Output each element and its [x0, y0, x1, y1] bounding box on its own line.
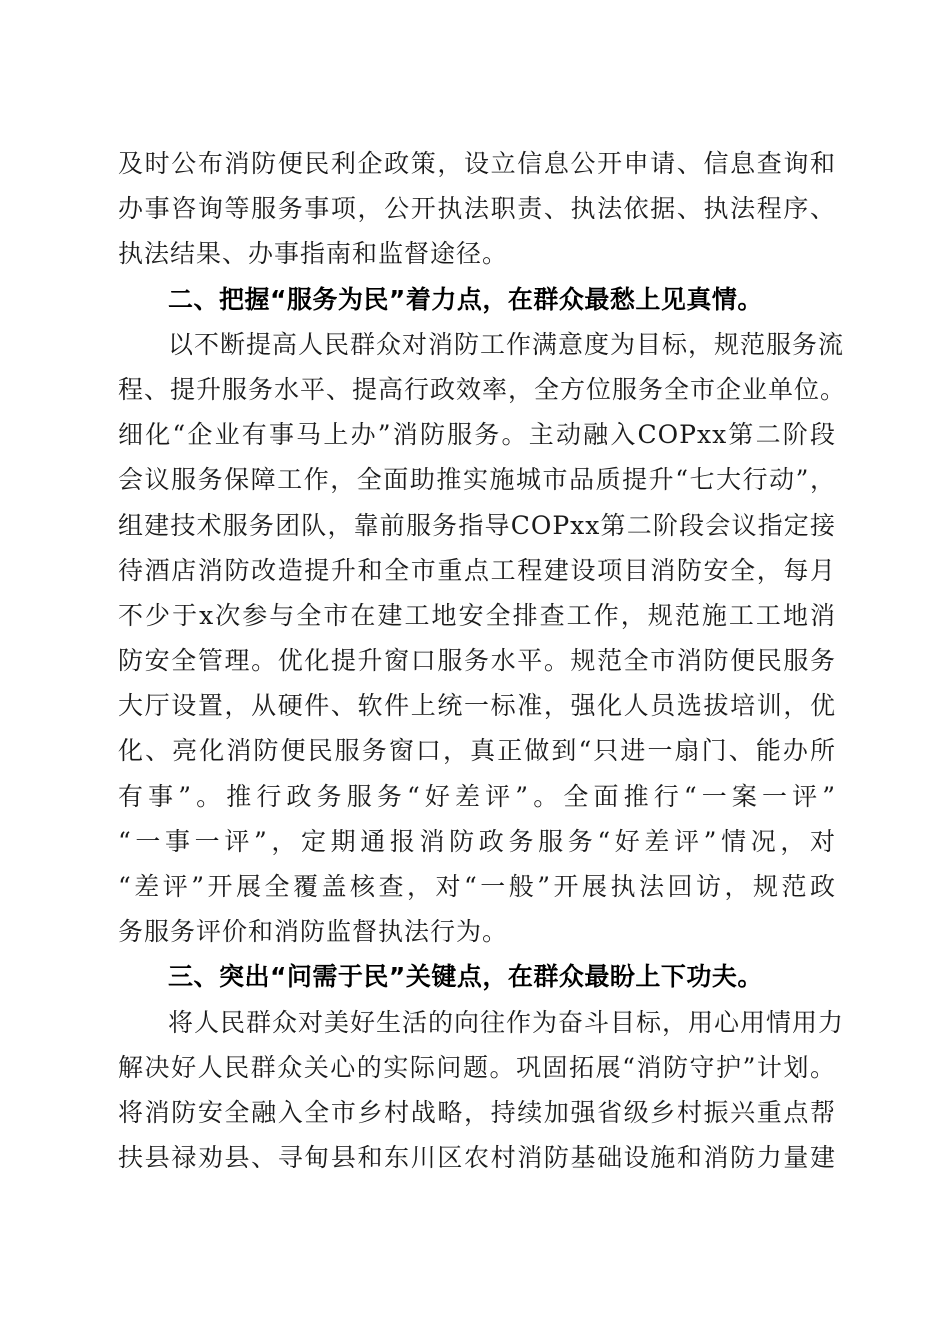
section-heading-3: 三、突出“问需于民”关键点，在群众最盼上下功夫。	[168, 962, 763, 992]
paragraph-line: 有事”。推行政务服务“好差评”。全面推行“一案一评”	[118, 781, 836, 811]
paragraph-line: 大厅设置，从硬件、软件上统一标准，强化人员选拔培训，优	[118, 691, 836, 721]
paragraph-line: 待酒店消防改造提升和全市重点工程建设项目消防安全，每月	[118, 555, 836, 585]
paragraph-line: “差评”开展全覆盖核查，对“一般”开展执法回访，规范政	[118, 872, 836, 901]
paragraph-line: 解决好人民群众关心的实际问题。巩固拓展“消防守护”计划。	[118, 1052, 836, 1082]
paragraph-line: 执法结果、办事指南和监督途径。	[118, 239, 509, 269]
paragraph-line: 将消防安全融入全市乡村战略，持续加强省级乡村振兴重点帮	[118, 1097, 836, 1127]
paragraph-line: 会议服务保障工作，全面助推实施城市品质提升“七大行动”，	[118, 465, 836, 495]
paragraph-line: 将人民群众对美好生活的向往作为奋斗目标，用心用情用力	[168, 1007, 845, 1037]
paragraph-line: 扶县禄劝县、寻甸县和东川区农村消防基础设施和消防力量建	[118, 1143, 836, 1173]
section-heading-2: 二、把握“服务为民”着力点，在群众最愁上见真情。	[168, 284, 763, 314]
paragraph-line: 细化“企业有事马上办”消防服务。主动融入COPxx第二阶段	[118, 420, 836, 450]
document-body	[118, 141, 847, 1180]
paragraph-line: “一事一评”，定期通报消防政务服务“好差评”情况，对	[118, 826, 836, 856]
paragraph-line: 办事咨询等服务事项，公开执法职责、执法依据、执法程序、	[118, 194, 836, 224]
paragraph-line: 程、提升服务水平、提高行政效率，全方位服务全市企业单位。	[118, 374, 847, 404]
paragraph-line: 及时公布消防便民利企政策，设立信息公开申请、信息查询和	[118, 149, 836, 178]
paragraph-line: 防安全管理。优化提升窗口服务水平。规范全市消防便民服务	[118, 646, 836, 676]
paragraph-line: 不少于x次参与全市在建工地安全排查工作，规范施工工地消	[118, 600, 836, 630]
paragraph-line: 化、亮化消防便民服务窗口，真正做到“只进一扇门、能办所	[118, 736, 836, 766]
paragraph-line: 组建技术服务团队，靠前服务指导COPxx第二阶段会议指定接	[118, 510, 836, 540]
paragraph-line: 以不断提高人民群众对消防工作满意度为目标，规范服务流	[168, 329, 845, 359]
paragraph-line: 务服务评价和消防监督执法行为。	[118, 917, 509, 947]
